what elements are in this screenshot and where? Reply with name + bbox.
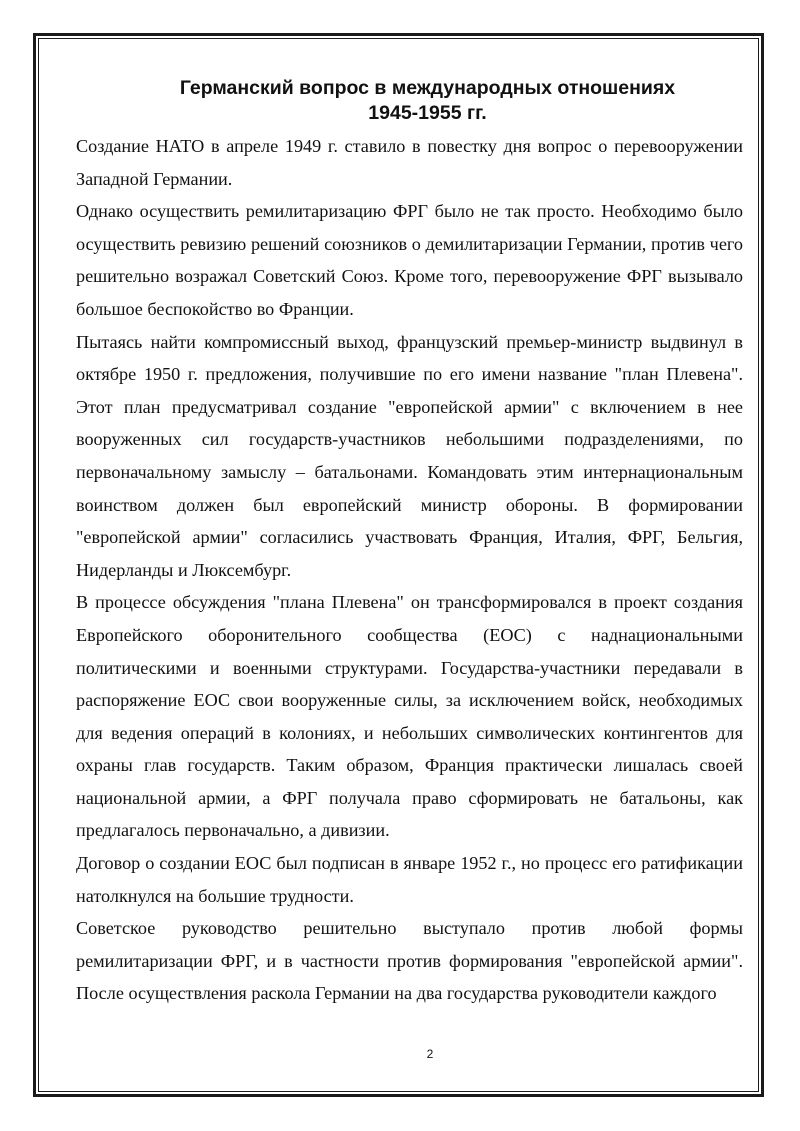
title-line-2: 1945-1955 гг.	[368, 102, 487, 124]
paragraph: Однако осуществить ремилитаризацию ФРГ было не так просто. Необходимо было осуществить ревизию решений союзников о демилитаризации Германии, против чего решительно возражал Советский Союз. Кроме того, перевооружение ФРГ вызывало большое беспокойство во Франции.	[76, 201, 743, 319]
document-title	[76, 76, 743, 126]
paragraph: Договор о создании ЕОС был подписан в январе 1952 г., но процесс его ратификации натолкнулся на большие трудности.	[76, 853, 743, 906]
paragraph: В процессе обсуждения "плана Плевена" он трансформировался в проект создания Европейского оборонительного сообщества (ЕОС) с наднациональными политическими и военными структурами. Государства-участники передавали в распоряжение ЕОС свои вооруженные силы, за исключением войск, необходимых для ведения операций в колониях, и небольших символических контингентов для охраны глав государств. Таким образом, Франция практически лишалась своей национальной армии, а ФРГ получала право сформировать не батальоны, как предлагалось первоначально, а дивизии.	[76, 592, 743, 841]
title-line-1: Германский вопрос в международных отношениях	[179, 77, 676, 99]
paragraph: Создание НАТО в апреле 1949 г. ставило в повестку дня вопрос о перевооружении Западной Германии.	[76, 136, 743, 189]
page-number: 2	[426, 1047, 434, 1061]
paragraph: Советское руководство решительно выступало против любой формы ремилитаризации ФРГ, и в частности против формирования "европейской армии". После осуществления раскола Германии на два государства руководители каждого	[76, 918, 743, 1004]
document-body	[76, 76, 743, 1010]
paragraph: Пытаясь найти компромиссный выход, французский премьер-министр выдвинул в октябре 1950 г. предложения, получившие по его имени название "план Плевена". Этот план предусматривал создание "европейской армии" с включением в нее вооруженных сил государств-участников небольшими подразделениями, по первоначальному замыслу – батальонами. Командовать этим интернациональным воинством должен был европейский министр обороны. В формировании "европейской армии" согласились участвовать Франция, Италия, ФРГ, Бельгия, Нидерланды и Люксембург.	[76, 331, 743, 580]
